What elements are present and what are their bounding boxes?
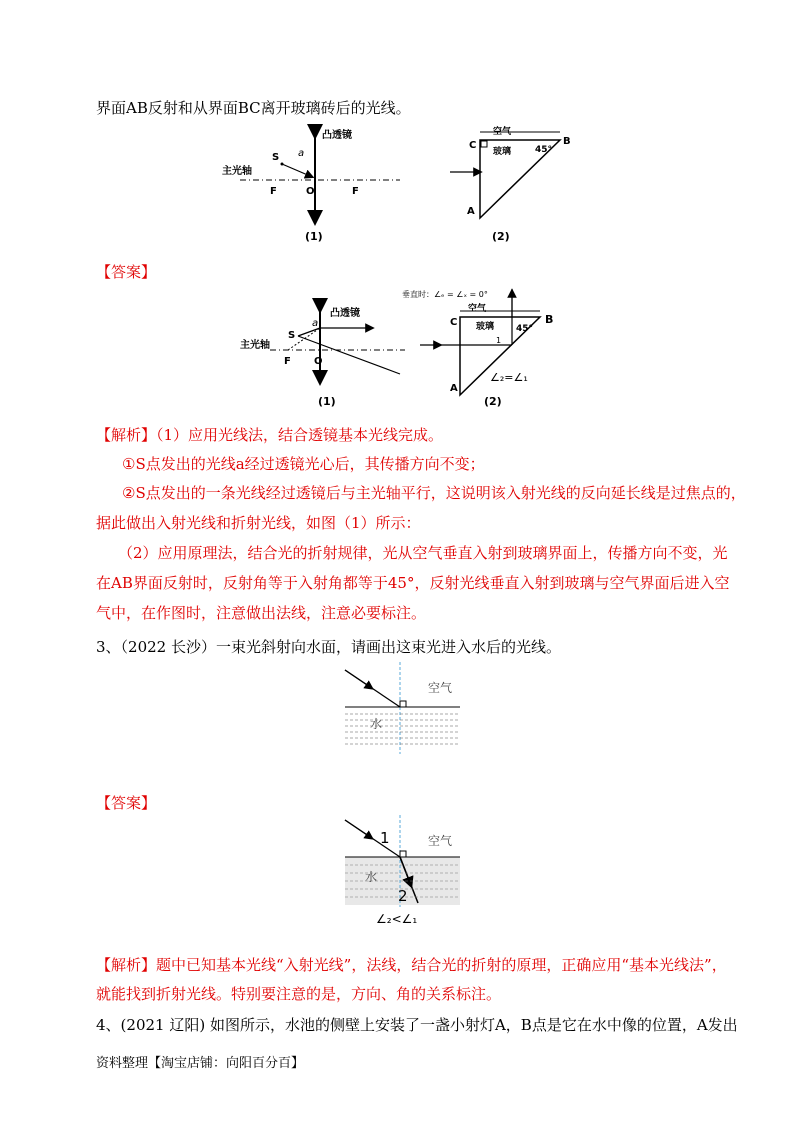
svg-text:45°: 45° bbox=[535, 145, 553, 155]
prism-diagram-question bbox=[445, 122, 585, 222]
water-diagram-question bbox=[340, 662, 465, 754]
answer-label: 【答案】 bbox=[96, 263, 157, 281]
svg-text:玻璃: 玻璃 bbox=[493, 147, 512, 157]
svg-text:空气: 空气 bbox=[493, 127, 512, 137]
svg-text:∠₂=∠₁: ∠₂=∠₁ bbox=[490, 371, 528, 384]
svg-text:F: F bbox=[270, 186, 277, 197]
fig2-caption: (2) bbox=[492, 230, 510, 243]
svg-text:B: B bbox=[563, 136, 571, 147]
analysis-line-1: 【解析】（1）应用光线法，结合透镜基本光线完成。 bbox=[96, 426, 444, 444]
water-diagram-answer bbox=[340, 815, 465, 930]
svg-text:C: C bbox=[469, 140, 477, 151]
svg-text:垂直时：∠ₑ = ∠ₓ = 0°: 垂直时：∠ₑ = ∠ₓ = 0° bbox=[402, 290, 488, 299]
lens-diagram-answer bbox=[240, 298, 410, 398]
axis-label: 主光轴 bbox=[222, 166, 252, 177]
svg-text:玻璃: 玻璃 bbox=[476, 322, 495, 332]
svg-text:1: 1 bbox=[496, 336, 502, 345]
svg-text:主光轴: 主光轴 bbox=[240, 340, 270, 351]
svg-text:F: F bbox=[352, 186, 359, 197]
footer: 资料整理【淘宝店铺：向阳百分百】 bbox=[96, 1056, 305, 1071]
prism-diagram-answer bbox=[400, 285, 575, 400]
svg-text:O: O bbox=[306, 186, 315, 197]
question-3: 3、（2022 长沙）一束光斜射向水面，请画出这束光进入水后的光线。 bbox=[96, 638, 561, 656]
svg-text:a: a bbox=[312, 318, 319, 329]
lens-label: 凸透镜 bbox=[322, 130, 352, 141]
svg-text:凸透镜: 凸透镜 bbox=[330, 308, 360, 319]
svg-text:1: 1 bbox=[380, 829, 390, 847]
fig1-caption: (1) bbox=[305, 230, 323, 243]
lens-diagram-question bbox=[220, 122, 410, 242]
svg-text:水: 水 bbox=[365, 870, 378, 884]
svg-text:S: S bbox=[272, 152, 280, 163]
intro-line: 界面AB反射和从界面BC离开玻璃砖后的光线。 bbox=[96, 99, 411, 117]
svg-text:∠₂<∠₁: ∠₂<∠₁ bbox=[376, 912, 418, 926]
svg-text:S: S bbox=[288, 330, 296, 341]
svg-text:空气: 空气 bbox=[428, 681, 453, 695]
svg-text:O: O bbox=[314, 356, 323, 367]
svg-text:a: a bbox=[298, 148, 305, 159]
svg-text:A: A bbox=[450, 383, 458, 394]
svg-text:45°: 45° bbox=[516, 324, 534, 334]
svg-text:F: F bbox=[284, 356, 291, 367]
svg-text:水: 水 bbox=[370, 717, 383, 731]
question-4: 4、(2021 辽阳) 如图所示，水池的侧壁上安装了一盏小射灯A，B点是它在水中像的位置，A发出 bbox=[96, 1016, 738, 1034]
svg-text:空气: 空气 bbox=[428, 834, 453, 848]
svg-text:C: C bbox=[450, 317, 458, 328]
svg-text:A: A bbox=[467, 206, 475, 217]
svg-text:2: 2 bbox=[398, 887, 408, 905]
svg-text:B: B bbox=[545, 313, 554, 326]
svg-text:空气: 空气 bbox=[468, 304, 487, 314]
